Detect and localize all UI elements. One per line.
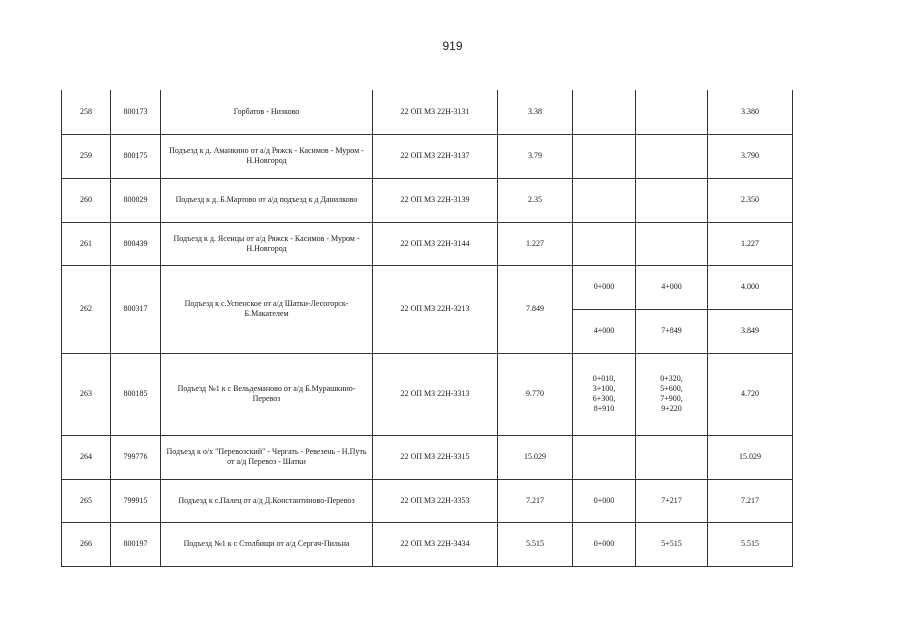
segment-length: 7.217	[708, 479, 793, 522]
road-code: 22 ОП МЗ 22Н-3313	[373, 353, 498, 435]
km-start: 0+000	[573, 522, 636, 566]
road-id: 800173	[111, 90, 161, 134]
segment-length: 3.380	[708, 90, 793, 134]
segment-length: 2.350	[708, 178, 793, 222]
km-start	[573, 134, 636, 178]
table-row	[62, 479, 793, 522]
road-name: Подъезд к д. Ясенцы от а/д Ряжск - Касимов - Муром - Н.Новгород	[161, 222, 373, 265]
road-length: 1.227	[498, 222, 573, 265]
road-length: 7.217	[498, 479, 573, 522]
road-id: 800197	[111, 522, 161, 566]
road-length: 9.770	[498, 353, 573, 435]
km-end: 7+217	[636, 479, 708, 522]
road-name: Подъезд к с.Палец от а/д Д.Константиново-Перевоз	[161, 479, 373, 522]
road-name: Подъезд к о/х "Перевозский" - Чергать - Ревезень - Н.Путь от а/д Перевоз - Шатки	[161, 435, 373, 479]
row-number: 263	[62, 353, 111, 435]
km-end	[636, 134, 708, 178]
road-name: Подъезд к д. Б.Мартово от а/д подъезд к д Данилково	[161, 178, 373, 222]
table-row	[62, 522, 793, 566]
road-length: 7.849	[498, 265, 573, 353]
road-id: 800439	[111, 222, 161, 265]
row-number: 261	[62, 222, 111, 265]
road-id: 799776	[111, 435, 161, 479]
km-start: 0+000	[573, 265, 636, 309]
km-end: 4+000	[636, 265, 708, 309]
row-number: 262	[62, 265, 111, 353]
road-code: 22 ОП МЗ 22Н-3137	[373, 134, 498, 178]
table-row	[62, 435, 793, 479]
km-start	[573, 435, 636, 479]
row-number: 259	[62, 134, 111, 178]
road-id: 800175	[111, 134, 161, 178]
segment-length: 15.029	[708, 435, 793, 479]
km-start: 0+000	[573, 479, 636, 522]
road-length: 15.029	[498, 435, 573, 479]
table-row	[62, 222, 793, 265]
table-row	[62, 90, 793, 134]
segment-length: 3.790	[708, 134, 793, 178]
segment-length: 4.000	[708, 265, 793, 309]
road-id: 800185	[111, 353, 161, 435]
km-end: 7+849	[636, 309, 708, 353]
segment-length: 5.515	[708, 522, 793, 566]
km-start: 0+010, 3+100, 6+300, 8+910	[573, 353, 636, 435]
road-name: Подъезд к д. Аманкино от а/д Ряжск - Касимов - Муром - Н.Новгород	[161, 134, 373, 178]
km-end	[636, 178, 708, 222]
road-name: Подъезд №1 к с Столбищи от а/д Сергач-Пильна	[161, 522, 373, 566]
page-number: 919	[442, 39, 463, 53]
road-code: 22 ОП МЗ 22Н-3131	[373, 90, 498, 134]
roads-table	[61, 90, 793, 567]
road-code: 22 ОП МЗ 22Н-3315	[373, 435, 498, 479]
km-start	[573, 222, 636, 265]
km-end	[636, 222, 708, 265]
row-number: 266	[62, 522, 111, 566]
km-start: 4+000	[573, 309, 636, 353]
road-code: 22 ОП МЗ 22Н-3139	[373, 178, 498, 222]
segment-length: 1.227	[708, 222, 793, 265]
road-code: 22 ОП МЗ 22Н-3353	[373, 479, 498, 522]
road-length: 3.38	[498, 90, 573, 134]
table-row	[62, 134, 793, 178]
road-id: 799915	[111, 479, 161, 522]
row-number: 260	[62, 178, 111, 222]
road-name: Подъезд к с.Успенское от а/д Шатки-Лесогорск-Б.Макателем	[161, 265, 373, 353]
km-start	[573, 178, 636, 222]
road-code: 22 ОП МЗ 22Н-3213	[373, 265, 498, 353]
row-number: 265	[62, 479, 111, 522]
segment-length: 3.849	[708, 309, 793, 353]
road-length: 5.515	[498, 522, 573, 566]
km-end: 0+320, 5+600, 7+900, 9+220	[636, 353, 708, 435]
road-name: Подъезд №1 к с Вельдеманово от а/д Б.Мурашкино-Перевоз	[161, 353, 373, 435]
row-number: 258	[62, 90, 111, 134]
km-end	[636, 435, 708, 479]
road-length: 3.79	[498, 134, 573, 178]
road-length: 2.35	[498, 178, 573, 222]
table-row	[62, 178, 793, 222]
table-row	[62, 265, 793, 309]
segment-length: 4.720	[708, 353, 793, 435]
road-name: Горбатов - Низково	[161, 90, 373, 134]
km-end	[636, 90, 708, 134]
road-id: 800029	[111, 178, 161, 222]
km-start	[573, 90, 636, 134]
road-code: 22 ОП МЗ 22Н-3434	[373, 522, 498, 566]
km-end: 5+515	[636, 522, 708, 566]
road-id: 800317	[111, 265, 161, 353]
row-number: 264	[62, 435, 111, 479]
road-code: 22 ОП МЗ 22Н-3144	[373, 222, 498, 265]
table-row	[62, 353, 793, 435]
